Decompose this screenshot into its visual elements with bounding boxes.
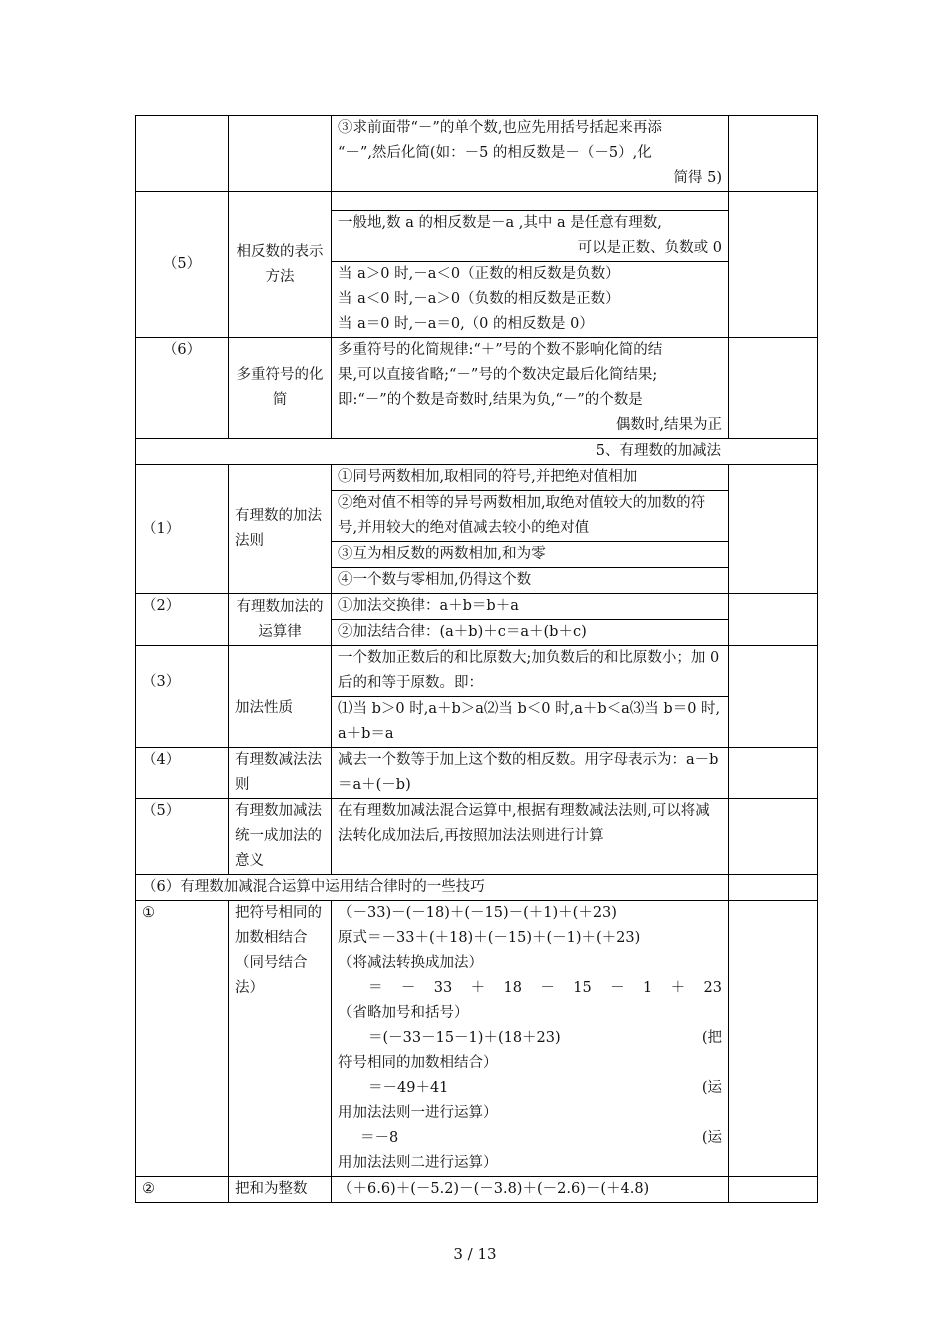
row-title: 相反数的表示方法 xyxy=(229,192,332,338)
table-row xyxy=(136,1177,818,1203)
expression-line: ＝ － 33 ＋ 18 － 15 － 1 ＋ 23 xyxy=(368,980,722,996)
table-row xyxy=(136,439,818,465)
cell-content: ②加法结合律：(a＋b)＋c＝a＋(b＋c) xyxy=(332,620,729,646)
table-row xyxy=(136,116,818,192)
row-title: 加法性质 xyxy=(229,646,332,748)
row-title: 有理数加法的运算律 xyxy=(229,594,332,646)
section-title: 5、有理数的加减法 xyxy=(136,439,818,465)
table-row xyxy=(136,901,818,1177)
cell-content: 减去一个数等于加上这个数的相反数。用字母表示为：a－b＝a＋(－b) xyxy=(332,748,729,799)
cell-content: 在有理数加减法混合运算中,根据有理数减法法则,可以将减法转化成加法后,再按照加法法则进行计算 xyxy=(332,799,729,875)
row-title: 有理数加减法统一成加法的意义 xyxy=(229,799,332,875)
row-number: ① xyxy=(136,901,229,1177)
row-number: （1） xyxy=(136,465,229,594)
row-number: （2） xyxy=(136,594,229,646)
table-row xyxy=(136,594,818,620)
cell-content: ①同号两数相加,取相同的符号,并把绝对值相加 xyxy=(332,465,729,491)
row-title: 多重符号的化简 xyxy=(229,338,332,439)
row-title: 把和为整数 xyxy=(229,1177,332,1203)
content-table xyxy=(135,115,818,1203)
table-row xyxy=(136,646,818,697)
row-number: （4） xyxy=(136,748,229,799)
table-row xyxy=(136,465,818,491)
row-number: （6） xyxy=(136,338,229,439)
row-title: 有理数减法法则 xyxy=(229,748,332,799)
row-number: （5） xyxy=(136,799,229,875)
cell-content: ①加法交换律：a＋b＝b＋a xyxy=(332,594,729,620)
cell-content: ④一个数与零相加,仍得这个数 xyxy=(332,568,729,594)
row-number: ② xyxy=(136,1177,229,1203)
cell-content: （－33)－(－18)＋(－15)－(＋1)＋(＋23) 原式＝－33＋(＋18)＋(－15)＋(－1)＋(＋23) （将减法转换成加法） ＝ － 33 ＋ 18 － 15 － 1 ＋ 23 （省略加号和括号） ＝(－33－15－1)＋(18＋23) (把 符号相同的加数相结合） ＝－49＋41 (运 用加法法则一进行运算） ＝－8 (运 用加法法则二进行运算） xyxy=(332,901,729,1177)
table-row xyxy=(136,875,818,901)
row-number: （5） xyxy=(136,192,229,338)
row-title: 把符号相同的加数相结合（同号结合法） xyxy=(229,901,332,1177)
table-row xyxy=(136,338,818,439)
cell-content: 当 a＞0 时,－a＜0（正数的相反数是负数） 当 a＜0 时,－a＞0（负数的相反数是正数） 当 a＝0 时,－a＝0,（0 的相反数是 0） xyxy=(332,262,729,338)
cell-content: ③互为相反数的两数相加,和为零 xyxy=(332,542,729,568)
row-title: 有理数的加法法则 xyxy=(229,465,332,594)
page-number: 3 / 13 xyxy=(453,1245,497,1263)
row-number: （3） xyxy=(136,646,229,748)
cell-content: 多重符号的化简规律:“＋”号的个数不影响化简的结 果,可以直接省略;“－”号的个数决定最后化简结果; 即:“－”的个数是奇数时,结果为负,“－”的个数是 偶数时,结果为正 xyxy=(332,338,729,439)
section-subtitle: （6）有理数加减混合运算中运用结合律时的一些技巧 xyxy=(136,875,729,901)
cell-content: ③求前面带“－”的单个数,也应先用括号括起来再添 “－”,然后化简(如：－5 的相反数是－（－5）,化 简得 5) xyxy=(332,116,729,192)
cell-content: ⑴当 b＞0 时,a＋b＞a⑵当 b＜0 时,a＋b＜a⑶当 b＝0 时,a＋b＝a xyxy=(332,697,729,748)
table-row xyxy=(136,748,818,799)
cell-content: 一个数加正数后的和比原数大;加负数后的和比原数小；加 0 后的和等于原数。即： xyxy=(332,646,729,697)
cell-content: ②绝对值不相等的异号两数相加,取绝对值较大的加数的符号,并用较大的绝对值减去较小的绝对值 xyxy=(332,491,729,542)
cell-content: 一般地,数 a 的相反数是－a ,其中 a 是任意有理数, 可以是正数、负数或 0 xyxy=(332,211,729,262)
table-row xyxy=(136,192,818,211)
cell-content: （＋6.6)＋(－5.2)－(－3.8)＋(－2.6)－(＋4.8) xyxy=(332,1177,729,1203)
table-row xyxy=(136,799,818,875)
